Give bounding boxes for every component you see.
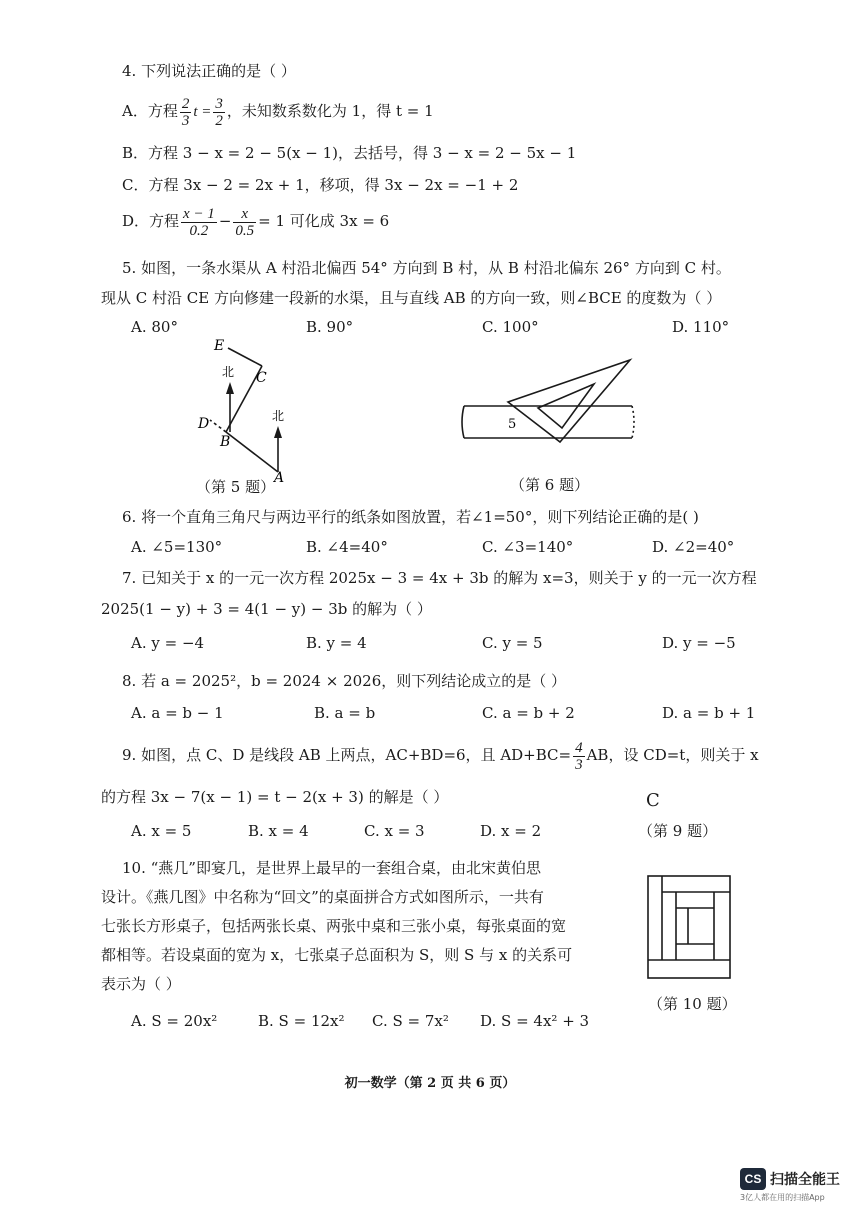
q7-option-b: B. y = 4: [306, 634, 367, 652]
q9-option-a: A. x = 5: [131, 822, 192, 840]
q10-line-4: 都相等。若设桌面的宽为 x，七张桌子总面积为 S，则 S 与 x 的关系可: [101, 946, 573, 964]
q5-line-bd: [210, 420, 226, 432]
q10-option-b: B. S = 12x²: [258, 1012, 345, 1030]
q5-label-d: D: [198, 416, 210, 432]
q6-option-c: C. ∠3=140°: [482, 538, 574, 556]
q9-figure-mark: C: [646, 790, 660, 811]
q6-option-d: D. ∠2=40°: [652, 538, 735, 556]
q10-caption: （第 10 题）: [648, 995, 737, 1013]
q5-stem-line1: 5. 如图，一条水渠从 A 村沿北偏西 54° 方向到 B 村，从 B 村沿北偏东 26° 方向到 C 村。: [122, 259, 731, 277]
q5-stem-line2: 现从 C 村沿 CE 方向修建一段新的水渠，且与直线 AB 的方向一致，则∠BCE 的度数为（ ）: [101, 289, 722, 307]
q10-line-5: 表示为（ ）: [101, 975, 181, 993]
q7-option-d: D. y = −5: [662, 634, 736, 652]
q10-line-1: 10. “燕几”即宴几，是世界上最早的一套组合桌，由北宋黄伯思: [122, 859, 541, 877]
q6-option-a: A. ∠5=130°: [131, 538, 223, 556]
q4-option-b: B．方程 3 − x = 2 − 5(x − 1)，去括号，得 3 − x = 2 − 5x − 1: [122, 144, 577, 162]
q5-option-c: C. 100°: [482, 318, 539, 336]
q5-label-b: B: [220, 434, 231, 450]
q6-caption: （第 6 题）: [510, 476, 590, 494]
q5-caption: （第 5 题）: [196, 478, 276, 496]
page-footer: 初一数学（第 2 页 共 6 页）: [344, 1076, 516, 1091]
q4-stem: 4. 下列说法正确的是（ ）: [122, 62, 296, 80]
q5-label-north-b: 北: [222, 365, 235, 379]
q9-caption: （第 9 题）: [638, 822, 718, 840]
q7-stem-line1: 7. 已知关于 x 的一元一次方程 2025x − 3 = 4x + 3b 的解为 x=3，则关于 y 的一元一次方程: [122, 569, 757, 587]
q9-stem-line2: 的方程 3x − 7(x − 1) = t − 2(x + 3) 的解是（ ）: [101, 788, 449, 806]
q10-option-a: A. S = 20x²: [131, 1012, 218, 1030]
q5-label-e: E: [214, 338, 225, 354]
q5-label-a: A: [274, 470, 285, 486]
q6-triangle-outer: [508, 360, 630, 442]
brand-tagline: 3亿人都在用的扫描App: [740, 1193, 825, 1202]
q5-label-c: C: [256, 370, 267, 386]
q5-arrow-b-icon: [226, 382, 234, 394]
q4-option-a: A．方程 $\frac{2}{3}$ t = $\frac{3}{2}$ ，未知数系数化为 1，得 t = 1: [122, 95, 434, 129]
q10-option-d: D. S = 4x² + 3: [480, 1012, 590, 1030]
q10-line-3: 七张长方形桌子，包括两张长桌、两张中桌和三张小桌，每张桌面的宽: [101, 917, 567, 935]
q9-option-d: D. x = 2: [480, 822, 542, 840]
brand-name: 扫描全能王: [770, 1172, 840, 1188]
q5-option-d: D. 110°: [672, 318, 730, 336]
q5-line-ba: [226, 432, 278, 472]
q9-stem-line1: 9. 如图，点 C、D 是线段 AB 上两点，AC+BD=6，且 AD+BC= $\frac{4}{3}$ AB，设 CD=t，则关于 x: [122, 739, 759, 773]
q5-option-b: B. 90°: [306, 318, 354, 336]
q6-strip-left-end: [462, 406, 464, 438]
q10-option-c: C. S = 7x²: [372, 1012, 449, 1030]
camscanner-logo-icon: CS: [740, 1168, 766, 1190]
q5-figure: [190, 336, 310, 486]
q8-option-b: B. a = b: [314, 704, 376, 722]
q9-option-c: C. x = 3: [364, 822, 425, 840]
q4-d-fraction-1: $\frac{x - 1}{0.2}$: [183, 205, 215, 239]
q6-figure: [460, 352, 650, 448]
q4-a-fraction-1: $\frac{2}{3}$: [181, 95, 190, 129]
q7-stem-line2: 2025(1 − y) + 3 = 4(1 − y) − 3b 的解为（ ）: [101, 600, 432, 618]
q4-option-c: C．方程 3x − 2 = 2x + 1，移项，得 3x − 2x = −1 + 2: [122, 176, 519, 194]
q6-angle-label: 5: [508, 417, 517, 432]
q5-line-ec: [228, 348, 262, 366]
q10-line-2: 设计。《燕几图》中名称为“回文”的桌面拼合方式如图所示，一共有: [101, 888, 544, 906]
q4-d-fraction-2: $\frac{x}{0.5}$: [235, 205, 255, 239]
q6-stem: 6. 将一个直角三角尺与两边平行的纸条如图放置，若∠1=50°，则下列结论正确的是( ): [122, 508, 699, 526]
q9-option-b: B. x = 4: [248, 822, 309, 840]
q5-option-a: A. 80°: [131, 318, 178, 336]
q8-option-a: A. a = b − 1: [131, 704, 224, 722]
q6-strip-right-end: [632, 406, 634, 438]
q4-a-fraction-2: $\frac{3}{2}$: [215, 95, 223, 129]
q5-arrow-a-icon: [274, 426, 282, 438]
q7-option-a: A. y = −4: [131, 634, 205, 652]
q7-option-c: C. y = 5: [482, 634, 543, 652]
q5-label-north-a: 北: [272, 409, 285, 423]
q8-option-c: C. a = b + 2: [482, 704, 575, 722]
q8-stem: 8. 若 a = 2025²，b = 2024 × 2026，则下列结论成立的是（ ）: [122, 672, 567, 690]
scanner-watermark: [740, 1168, 840, 1203]
q10-figure: [646, 874, 732, 980]
q4-option-d: D．方程 $\frac{x - 1}{0.2}$ − $\frac{x}{0.5}$ = 1 可化成 3x = 6: [122, 205, 390, 239]
q8-option-d: D. a = b + 1: [662, 704, 756, 722]
q9-fraction: $\frac{4}{3}$: [575, 739, 583, 773]
q6-option-b: B. ∠4=40°: [306, 538, 388, 556]
